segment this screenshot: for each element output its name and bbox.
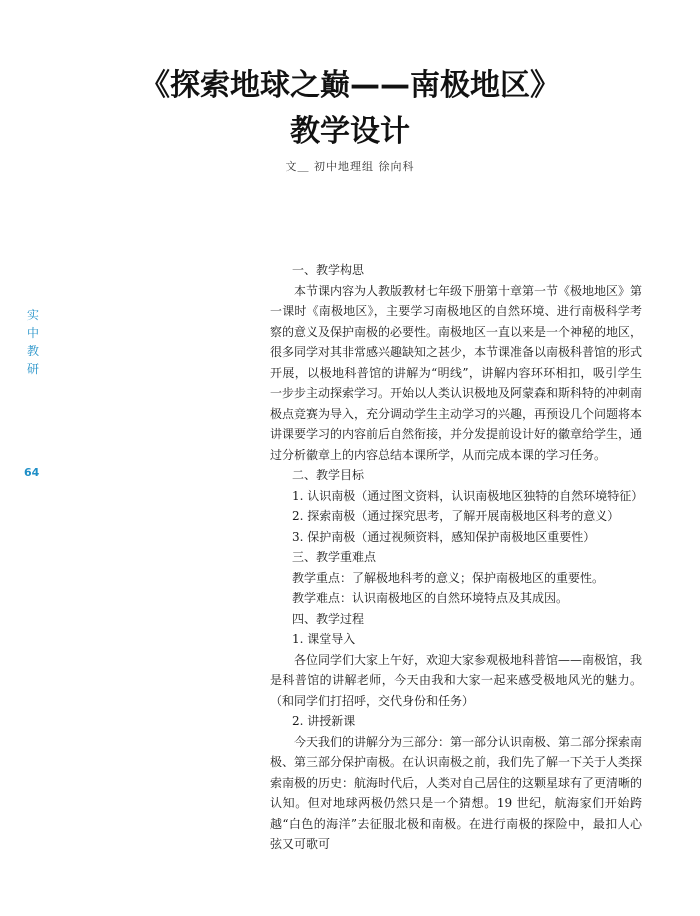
section-heading: 一、教学构思 [292,263,365,277]
page-number: 64 [24,466,40,479]
paragraph: 今天我们的讲解分为三部分：第一部分认识南极、第二部分探索南极、第三部分保护南极。在认识南极之前，我们先了解一下关于人类探索南极的历史：航海时代后，人类对自己居住的这颗星球有了更清晰的认知。但对地球两极仍然只是一个猜想。19 世纪，航海家们开始跨越“白色的海洋”去征服北极和南极。在进行南极的探险中，最扣人心弦又可歌可 [270,734,643,851]
column-label-char: 实 [26,308,39,322]
paragraph: 本节课内容为人教版教材七年级下册第十章第一节《极地地区》第一课时《南极地区》，主要学习南极地区的自然环境、进行南极科学考察的意义及保护南极的必要性。南极地区一直以来是一个神秘的地区，很多同学对其非常感兴趣缺知之甚少，本节课准备以南极科普馆的形式开展，以极地科普馆的讲解为“明线”，讲解内容环环相扣，吸引学生一步步主动探索学习。开始以人类认识极地及阿蒙森和斯科特的冲刺南极点竞赛为导入，充分调动学生主动学习的兴趣，再预设几个问题将本讲课要学习的内容前后自然衔接，并分发提前设计好的徽章给学生，通过分析徽章上的内容总结本课所学，从而完成本课的学习任务。 [270,283,643,462]
column-label [26,306,40,378]
section-heading: 四、教学过程 [292,611,365,626]
key-point: 教学重点：了解极地科考的意义；保护南极地区的重要性。 [292,570,605,585]
document-subtitle: 教学设计 [290,114,410,149]
document-title: 《探索地球之巅——南极地区》 [140,68,560,103]
section-heading: 三、教学重难点 [292,550,377,564]
column-label-char: 教 [26,344,39,358]
article-body [270,260,642,855]
subsection-heading: 1. 课堂导入 [292,632,356,646]
list-item: 3. 保护南极（通过视频资料，感知保护南极地区重要性） [292,529,596,544]
list-item: 1. 认识南极（通过图文资料，认识南极地区独特的自然环境特征） [292,488,644,503]
column-label-char: 中 [26,326,39,340]
list-item: 2. 探索南极（通过探究思考，了解开展南极地区科考的意义） [292,509,620,523]
paragraph: 各位同学们大家上午好，欢迎大家参观极地科普馆——南极馆，我是科普馆的讲解老师，今天由我和大家一起来感受极地风光的魅力。（和同学们打招呼，交代身份和任务） [270,652,643,708]
author-byline: 文＿ 初中地理组 徐向科 [285,160,415,173]
column-label-char: 研 [26,362,39,376]
subsection-heading: 2. 讲授新课 [292,714,356,728]
difficult-point: 教学难点：认识南极地区的自然环境特点及其成因。 [292,591,569,605]
section-heading: 二、教学目标 [292,468,365,482]
